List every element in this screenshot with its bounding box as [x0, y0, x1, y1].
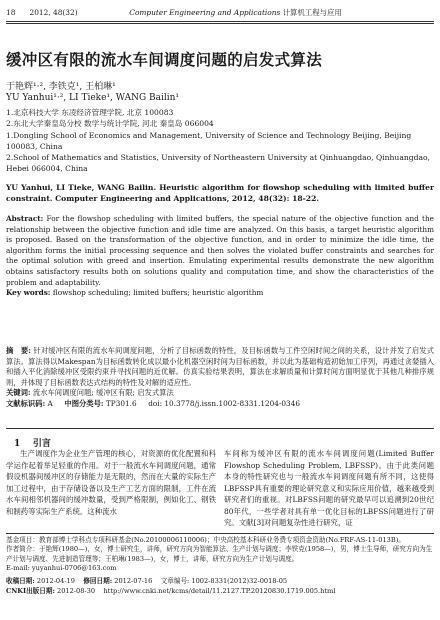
received-label: 收稿日期: [6, 577, 35, 585]
cnki-label: CNKI出版日期: [6, 587, 55, 595]
received-date: 2012-04-19 [36, 577, 75, 585]
section-number: 1 [14, 439, 21, 449]
doi: 10.3778/j.issn.1002-8331.1204-0346 [164, 398, 300, 408]
body-column-left: 生产调度作为企业生产管理的核心，对资源的优化配置和科学运作起着举足轻重的作用。对于一般流水车间调度问题，通常假设机器间缓冲区的存储能力是无限的，然而在大量的实际生产加工过程中，由于存储设备以及生产工艺方面的限制，工件在流水车间相邻机器间的缓冲数量，受到严格限制，例如化工、钢铁和制药等实际生产系统。这种流水 [6, 449, 216, 516]
footnote-funding: 基金项目：教育部博士学科点专项科研基金(No.20100006110006)；中央高校基本科研业务费专项资金资助(No.FRF-AS-11-013B)。 [6, 536, 405, 544]
header-rule-2 [6, 23, 434, 24]
abstract-cn-label: 摘 要: [6, 346, 31, 355]
abstract-en-text: For the flowshop scheduling with limited buffers, the special nature of the objective function and the relationship between the objective function and idle time are analyzed. On this basis, a target heuristic algorithm is proposed. Based on the transformation of the objective function, and in order to minimize the idle time, the algorithm forms the initial processing sequence and then solves the violated buffer constraints and searches for the optimal solution with greed and insertion. Emulating experimental results demonstrate the new algorithm obtains satisfactory results both on solutions quality and computation time, and show the characteristics of the problem and adaptability. [6, 214, 434, 287]
footnote-email: E-mail: yuyanhui-0706@163.com [6, 564, 117, 573]
running-header [6, 6, 434, 20]
section-title: 引言 [32, 439, 51, 449]
authors-en: YU Yanhui¹·², LI Tieke¹, WANG Bailin¹ [6, 93, 180, 103]
footnotes [6, 536, 434, 574]
paper-title: 缓冲区有限的流水车间调度问题的启发式算法 [6, 50, 323, 69]
affiliation-en-1: 1.Dongling School of Economics and Management, University of Science and Technology Beijing, Beijing 100083, China [6, 131, 412, 151]
doi-label: doi: [148, 398, 163, 408]
abstract-cn [6, 346, 434, 410]
abstract-en [6, 214, 434, 299]
citation: YU Yanhui, LI Tieke, WANG Bailin. Heuristic algorithm for flowshop scheduling with limited buffer constraint. Computer Engineering and Applications, 2012, 48(32): 18-22. [6, 183, 434, 203]
doc-code: A [47, 398, 53, 408]
keywords-en-label: Key words: [6, 288, 51, 298]
abstract-en-label: Abstract: [6, 214, 44, 223]
header-rule [6, 21, 434, 22]
cnki-url: http://www.cnki.net/kcms/detail/11.2127.TP.20120830.1719.005.html [103, 587, 336, 595]
body-column-right: 车间称为缓冲区有限的流水车间调度问题(Limited Buffer Flowshop Scheduling Problem, LBFSSP)。由于此类问题本身的特性研究也与一般流水车间调度问题有所不同，这使得LBFSSP具有重要的理论研究意义和实际应用价值，越来越受到研究者们的重视。对LBFSS问题的研究最早可以追溯到20世纪80年代，一些学者对具有单一优化目标的LBFSS问题进行了研究。文献[3]对问题复杂性进行研究，证 [224, 449, 434, 527]
revised-date: 2012-07-16 [114, 577, 153, 585]
footnote-authors: 作者简介：于艳辉(1980—)，女，博士研究生，讲师，研究方向为智能算法、生产计划与调度；李铁克(1958—)，男，博士生导师，研究方向为生产计划与调度、先进制造管理等；王柏琳(1983—)，女，博士，讲师，研究方向为生产计划与调度。 [6, 545, 433, 563]
affiliation-en-2: 2.School of Mathematics and Statistics, University of Northeastern University at Qinhuangdao, Qinhuangdao, Hebei 066004, China [6, 153, 430, 173]
keywords-cn-label: 关键词: [6, 388, 31, 398]
revised-label: 修回日期: [83, 577, 113, 585]
affiliations-cn [6, 107, 434, 129]
footnote-rule [6, 533, 434, 534]
article-number: 文章编号: 1002-8331(2012)32-0018-05 [160, 577, 288, 585]
doc-code-label: 文献标识码: [6, 398, 46, 408]
affiliation-cn-1: 1.北京科技大学 东凌经济管理学院, 北京 100083 [6, 108, 174, 117]
journal-name-en: Computer Engineering and Applications [129, 8, 281, 17]
publication-dates [6, 576, 434, 596]
keywords-en-text: flowshop scheduling; limited buffers; heuristic algorithm [52, 288, 264, 298]
abstract-rule [6, 428, 434, 429]
journal-name-cn: 计算机工程与应用 [282, 8, 342, 17]
clc-label: 中图分类号: [64, 398, 104, 408]
page-number: 18 [6, 8, 16, 17]
clc-code: TP301.6 [105, 398, 137, 408]
cnki-date: 2012-08-30 [57, 587, 96, 595]
authors-cn: 于艳辉¹·², 李铁克¹, 王柏琳¹ [6, 82, 116, 92]
abstract-cn-text: 针对缓冲区有限的流水车间调度问题，分析了目标函数的特性，及目标函数与工件空闲时间之间的关系，设计并发了启发式算法。算法得以Makespan为目标函数转化成以最小化机器空闲时间为目标函数，并以此为基础构造初始加工序列，再通过贪婪插入和插入平化消除缓冲区受限约束并寻找问题的近优解。仿真实验结果表明，算法在求解质量和计算时间方面明显优于其他几种排序规则，并体现了目标函数表达式结构的特性及对解的适应性。 [6, 346, 435, 387]
affiliation-cn-2: 2.东北大学秦皇岛分校 数学与统计学院, 河北 秦皇岛 066004 [6, 119, 214, 128]
issue-info: 2012, 48(32) [29, 8, 78, 17]
keywords-cn-text: 流水车间调度问题; 缓冲区有限; 启发式算法 [32, 388, 174, 398]
affiliations-en [6, 130, 434, 174]
